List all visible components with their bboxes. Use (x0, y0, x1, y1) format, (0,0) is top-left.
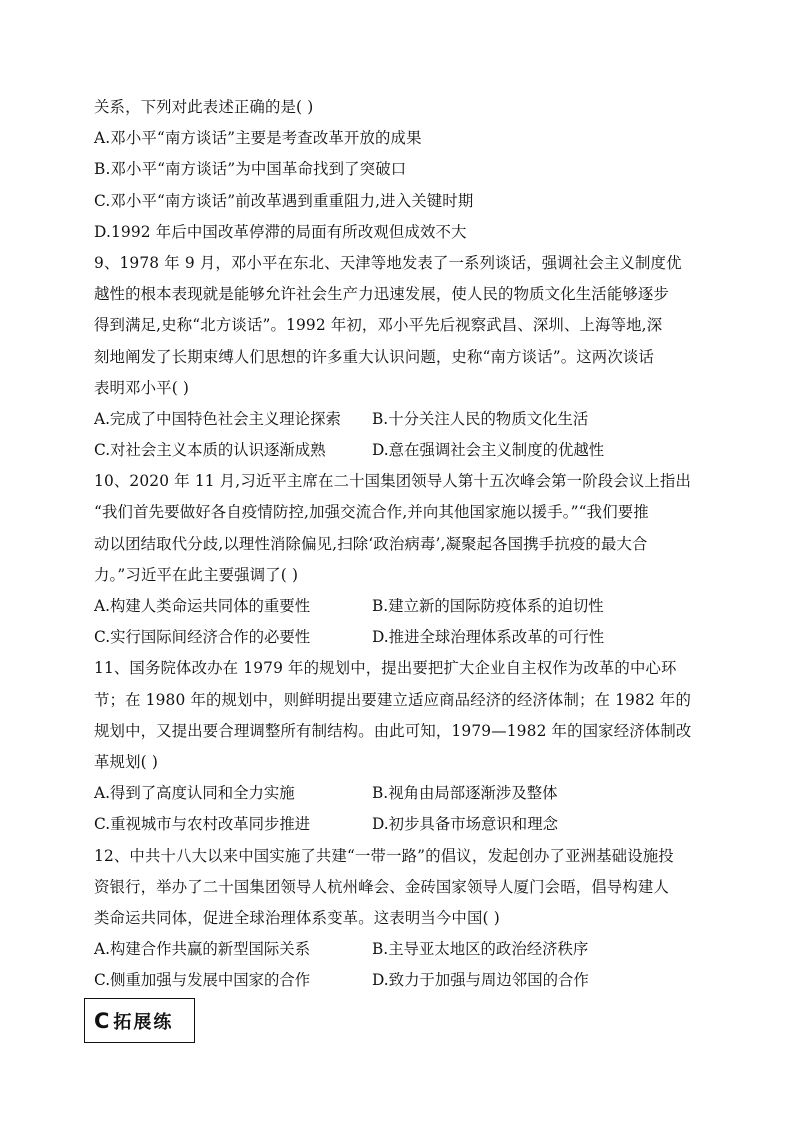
question-8 (94, 92, 706, 248)
question-stem-line: 力。”习近平在此主要强调了( ) (94, 565, 299, 584)
option-d[interactable]: D.致力于加强与周边邻国的合作 (372, 971, 589, 990)
question-stem-line: 革规划( ) (94, 752, 158, 771)
option-c[interactable]: C.邓小平“南方谈话”前改革遇到重重阻力,进入关键时期 (94, 191, 474, 210)
question-12 (94, 841, 706, 997)
option-a[interactable]: A.构建人类命运共同体的重要性 (94, 597, 311, 615)
question-stem-line: 越性的根本表现就是能够允许社会生产力迅速发展，使人民的物质文化生活能够逐步 (94, 285, 670, 304)
question-stem-line: 得到满足,史称“北方谈话”。1992 年初，邓小平先后视察武昌、深圳、上海等地,深 (94, 316, 663, 335)
question-stem-line: 12、中共十八大以来中国实施了共建“一带一路”的倡议，发起创办了亚洲基础设施投 (94, 846, 674, 865)
question-10 (94, 466, 706, 653)
section-title: 拓展练 (113, 1011, 174, 1033)
question-stem-line: 资银行，举办了二十国集团领导人杭州峰会、金砖国家领导人厦门会晤，倡导构建人 (94, 877, 670, 896)
question-stem-line: 刻地阐发了长期束缚人们思想的许多重大认识问题，史称“南方谈话”。这两次谈话 (94, 347, 654, 366)
options-row (94, 591, 706, 622)
question-stem-line: 规划中，又提出要合理调整所有制结构。由此可知，1979—1982 年的国家经济体制改 (94, 721, 692, 740)
option-c[interactable]: C.侧重加强与发展中国家的合作 (94, 971, 311, 990)
option-b[interactable]: B.主导亚太地区的政治经济秩序 (372, 940, 589, 959)
option-d[interactable]: D.推进全球治理体系改革的可行性 (372, 628, 605, 647)
option-c[interactable]: C.对社会主义本质的认识逐渐成熟 (94, 441, 326, 460)
section-letter: C (94, 1008, 110, 1033)
section-heading-box (84, 998, 195, 1043)
options-row (94, 965, 706, 996)
option-b[interactable]: B.视角由局部逐渐涉及整体 (372, 784, 558, 803)
option-a[interactable]: A.构建合作共赢的新型国际关系 (94, 940, 311, 959)
question-stem-line: 11、国务院体改办在 1979 年的规划中，提出要把扩大企业自主权作为改革的中心环 (94, 659, 677, 678)
options-row (94, 435, 706, 466)
options-row (94, 778, 706, 809)
option-a[interactable]: A.邓小平“南方谈话”主要是考查改革开放的成果 (94, 129, 422, 148)
question-11 (94, 653, 706, 840)
options-row (94, 622, 706, 653)
options-row (94, 934, 706, 965)
option-b[interactable]: B.十分关注人民的物质文化生活 (372, 409, 589, 428)
question-stem-line: “我们首先要做好各自疫情防控,加强交流合作,并向其他国家施以援手。”“我们要推 (94, 503, 649, 522)
question-9 (94, 248, 706, 466)
option-c[interactable]: C.重视城市与农村改革同步推进 (94, 815, 311, 834)
option-a[interactable]: A.得到了高度认同和全力实施 (94, 784, 295, 803)
option-b[interactable]: B.邓小平“南方谈话”为中国革命找到了突破口 (94, 160, 407, 179)
option-d[interactable]: D.意在强调社会主义制度的优越性 (372, 441, 605, 460)
option-d[interactable]: D.1992 年后中国改革停滞的局面有所改观但成效不大 (94, 222, 467, 241)
question-stem-line: 动以团结取代分歧,以理性消除偏见,扫除‘政治病毒’,凝聚起各国携手抗疫的最大合 (94, 534, 648, 553)
question-stem-line: 10、2020 年 11 月,习近平主席在二十国集团领导人第十五次峰会第一阶段会议上指出 (94, 472, 692, 491)
question-stem-line: 关系，下列对此表述正确的是( ) (94, 98, 314, 116)
question-stem-line: 表明邓小平( ) (94, 378, 190, 397)
options-row (94, 809, 706, 840)
question-stem-line: 类命运共同体，促进全球治理体系变革。这表明当今中国( ) (94, 908, 500, 927)
exam-page (94, 92, 706, 996)
option-c[interactable]: C.实行国际间经济合作的必要性 (94, 628, 311, 647)
option-b[interactable]: B.建立新的国际防疫体系的迫切性 (372, 597, 604, 615)
option-d[interactable]: D.初步具备市场意识和理念 (372, 815, 558, 834)
options-row (94, 404, 706, 435)
question-stem-line: 9、1978 年 9 月，邓小平在东北、天津等地发表了一系列谈话，强调社会主义制度优 (94, 253, 682, 272)
option-a[interactable]: A.完成了中国特色社会主义理论探索 (94, 409, 341, 428)
question-stem-line: 节；在 1980 年的规划中，则鲜明提出要建立适应商品经济的经济体制；在 1982 年的 (94, 690, 692, 709)
